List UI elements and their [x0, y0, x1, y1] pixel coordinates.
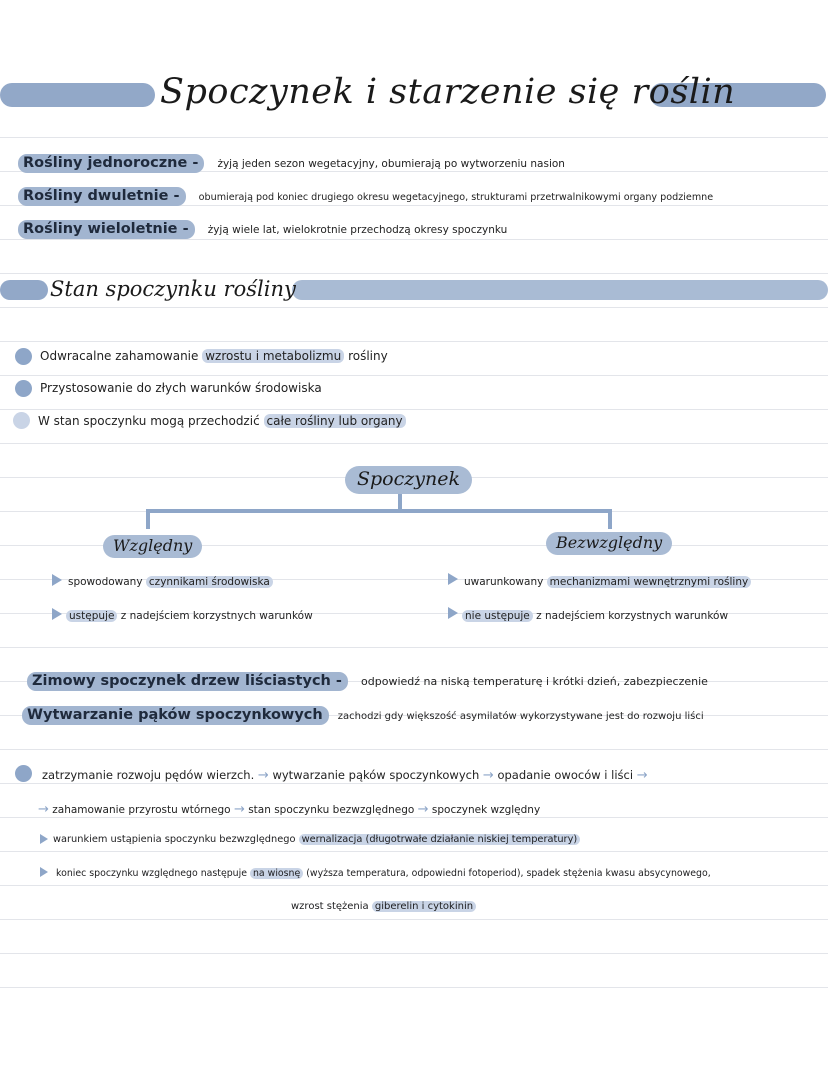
definition-text: obumierają pod koniec drugiego okresu wegetacyjnego, strukturami przetrwalnikowymi organy podziemne [198, 192, 714, 203]
definition-text: odpowiedź na niską temperaturę i krótki dzień, zabezpieczenie [361, 675, 708, 688]
arrow-bullet-icon [40, 834, 48, 844]
bullet-text: Przystosowanie do złych warunków środowiska [40, 381, 322, 395]
arrow-right-icon: → [257, 768, 269, 783]
diagram-right-item: uwarunkowany mechanizmami wewnętrznymi rośliny [464, 576, 751, 588]
diagram-root: Spoczynek [345, 466, 472, 494]
diagram-left-item: spowodowany czynnikami środowiska [68, 576, 273, 588]
bullet-dot [15, 380, 32, 397]
bullet-text: W stan spoczynku mogą przechodzić całe rośliny lub organy [38, 414, 406, 428]
diagram-connector [146, 509, 150, 529]
process-line: zatrzymanie rozwoju pędów wierzch. → wytwarzanie pąków spoczynkowych → opadanie owoców i liści → [42, 768, 648, 783]
arrow-right-icon: → [233, 802, 245, 817]
page-title: Spoczynek i starzenie się roślin [160, 72, 736, 112]
definition-row [18, 185, 713, 204]
arrow-right-icon: → [38, 802, 49, 817]
definition-term: Rośliny wieloletnie - [18, 220, 195, 239]
arrow-bullet-icon [52, 608, 62, 620]
process-line: → zahamowanie przyrostu wtórnego → stan spoczynku bezwzględnego → spoczynek względny [38, 802, 541, 817]
process-condition: wzrost stężenia giberelin i cytokinin [291, 901, 476, 912]
definition-text: zachodzi gdy większość asymilatów wykorzystywane jest do rozwoju liści [337, 711, 704, 722]
definition-text: żyją wiele lat, wielokrotnie przechodzą okresy spoczynku [207, 224, 508, 236]
arrow-right-icon: → [417, 802, 429, 817]
arrow-right-icon: → [482, 768, 494, 783]
arrow-bullet-icon [40, 867, 48, 877]
definition-row [18, 152, 565, 171]
winter-dormancy-row [27, 670, 708, 689]
diagram-right-node: Bezwzględny [546, 532, 672, 555]
diagram-left-item: ustępuje z nadejściem korzystnych warunków [66, 610, 313, 622]
definition-row [18, 218, 507, 237]
diagram-connector [608, 509, 612, 529]
arrow-bullet-icon [448, 607, 458, 619]
bullet-dot [13, 412, 30, 429]
section-bar-right [292, 280, 828, 300]
diagram-right-item: nie ustępuje z nadejściem korzystnych warunków [462, 610, 728, 622]
section-bar-left [0, 280, 48, 300]
definition-term: Rośliny jednoroczne - [18, 154, 204, 173]
definition-term: Rośliny dwuletnie - [18, 187, 186, 206]
buds-row [22, 704, 704, 723]
definition-term: Zimowy spoczynek drzew liściastych - [27, 672, 348, 691]
title-bar-left [0, 83, 155, 107]
definition-text: żyją jeden sezon wegetacyjny, obumierają po wytworzeniu nasion [217, 158, 565, 170]
bullet-dot [15, 765, 32, 782]
process-condition: koniec spoczynku względnego następuje na wiosnę (wyższa temperatura, odpowiedni fotoperiod), spadek stężenia kwasu absycynowego, [56, 868, 711, 879]
arrow-right-icon: → [636, 768, 648, 783]
bullet-dot [15, 348, 32, 365]
bullet-text: Odwracalne zahamowanie wzrostu i metabolizmu rośliny [40, 349, 388, 363]
arrow-bullet-icon [448, 573, 458, 585]
process-condition: warunkiem ustąpienia spoczynku bezwzględnego wernalizacja (długotrwałe działanie niskiej temperatury) [53, 834, 580, 845]
arrow-bullet-icon [52, 574, 62, 586]
section-heading: Stan spoczynku rośliny [50, 277, 296, 301]
diagram-connector [146, 509, 612, 513]
definition-term: Wytwarzanie pąków spoczynkowych [22, 706, 329, 725]
diagram-left-node: Względny [103, 535, 202, 558]
